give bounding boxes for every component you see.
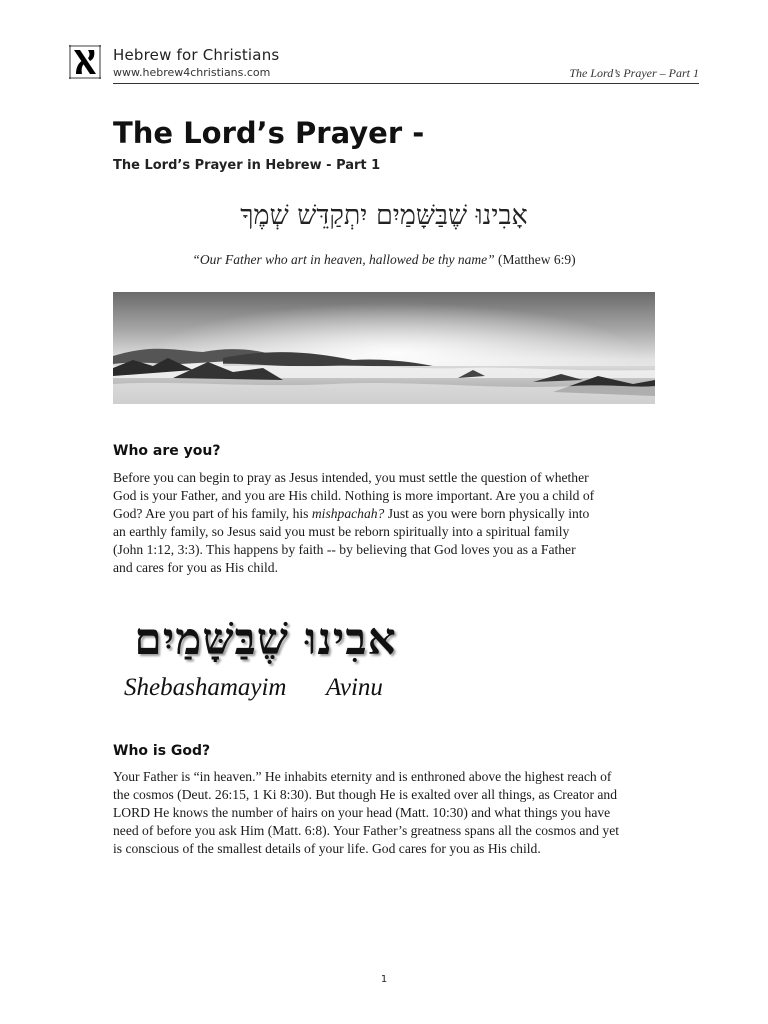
section-paragraph-who-are-you bbox=[113, 469, 683, 576]
text-line: Your Father is “in heaven.” He inhabits eternity and is enthroned above the highest reach of bbox=[113, 769, 612, 784]
page-number: 1 bbox=[380, 974, 388, 985]
hebrew-phrase-avinu-shebashamayim: אבִינוּ שֶׁבַּשָּׁמַיִם bbox=[134, 614, 397, 665]
page-title: The Lord’s Prayer - bbox=[113, 116, 425, 150]
text-line: Before you can begin to pray as Jesus intended, you must settle the question of whether bbox=[113, 470, 589, 485]
running-head: The Lord’s Prayer – Part 1 bbox=[569, 66, 699, 80]
text-segment: Just as you were born physically into bbox=[384, 505, 590, 521]
page-subtitle: The Lord’s Prayer in Hebrew - Part 1 bbox=[113, 158, 381, 173]
text-line: (John 1:12, 3:3). This happens by faith -- by believing that God loves you as a Father bbox=[113, 541, 576, 557]
text-segment: God? Are you part of his family, his bbox=[113, 505, 312, 521]
section-paragraph-who-is-god bbox=[113, 768, 683, 858]
hebrew-term-mishpachah: mishpachah? bbox=[311, 505, 385, 521]
text-line bbox=[113, 505, 683, 523]
mountain-clouds-image bbox=[113, 292, 655, 404]
header-divider bbox=[113, 83, 699, 84]
text-line: the cosmos (Deut. 26:15, 1 Ki 8:30). But though He is exalted over all things, as Creator and bbox=[113, 786, 618, 802]
site-title: Hebrew for Christians bbox=[113, 46, 280, 64]
transliteration-shebashamayim: Shebashamayim bbox=[124, 674, 287, 701]
section-heading-who-are-you: Who are you? bbox=[113, 443, 221, 459]
transliteration-avinu: Avinu bbox=[326, 674, 383, 701]
verse-caption bbox=[113, 252, 655, 268]
text-line: an earthly family, so Jesus said you must be reborn spiritually into a spiritual family bbox=[113, 523, 570, 539]
text-line: need of before you ask Him (Matt. 6:8). Your Father’s greatness spans all the cosmos and yet bbox=[113, 822, 620, 838]
text-line: LORD He knows the number of hairs on your head (Matt. 10:30) and what things you have bbox=[113, 804, 611, 820]
section-heading-who-is-god: Who is God? bbox=[113, 743, 211, 759]
verse-reference: (Matthew 6:9) bbox=[498, 252, 576, 267]
text-line: is conscious of the smallest details of your life. God cares for you as His child. bbox=[113, 840, 541, 856]
verse-quote: “Our Father who art in heaven, hallowed be thy name” bbox=[192, 252, 495, 267]
text-line: and cares for you as His child. bbox=[113, 559, 278, 575]
hebrew-verse: אָבִינוּ שֶׁבַּשָּׁמַיִם יִתְקַדֵּשׁ שְׁמֶךָ bbox=[240, 200, 528, 231]
site-url[interactable]: www.hebrew4christians.com bbox=[113, 66, 271, 79]
text-line: God is your Father, and you are His child. Nothing is more important. Are you a child of bbox=[113, 487, 595, 503]
aleph-logo-icon bbox=[66, 42, 104, 82]
